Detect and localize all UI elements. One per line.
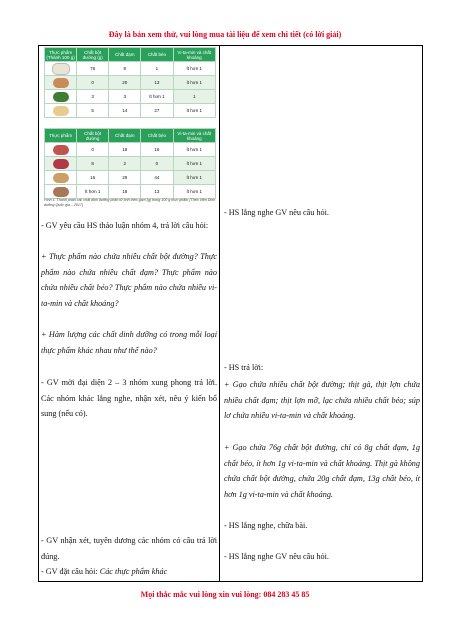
table-cell: 20 <box>109 76 141 90</box>
table-cell: Ít hơn 1 <box>173 185 216 199</box>
hs-answer-label: - HS trả lời: <box>224 363 264 372</box>
food-image-chicken <box>45 76 77 90</box>
preview-banner: Đây là bản xem thử, vui lòng mua tài liệu để xem chi tiết (có lời giải) <box>108 30 342 39</box>
t2-header-1: Chất bột đường <box>77 129 109 143</box>
gv-praise: - GV nhận xét, tuyên dương các nhóm có câu trả lời đúng. <box>41 536 217 561</box>
t1-header-1: Chất bột đường (g) <box>77 48 109 62</box>
t1-header-3: Chất béo <box>141 48 173 62</box>
t1-header-4: Vi-ta-min và chất khoáng <box>173 48 216 62</box>
table-cell: Ít hơn 1 <box>77 185 109 199</box>
table-cell: 0 <box>77 76 109 90</box>
column-divider <box>219 45 220 582</box>
table-cell: 16 <box>141 143 173 157</box>
nutrition-table-2 <box>44 128 216 199</box>
food-image-broccoli <box>45 90 77 104</box>
table-cell: 5 <box>77 104 109 118</box>
table-cell: 13 <box>141 185 173 199</box>
hs-listen-1: - HS lắng nghe GV nêu câu hỏi. <box>224 208 329 217</box>
table-cell: 27 <box>141 104 173 118</box>
table-cell: 8 <box>109 62 141 76</box>
table-cell: 44 <box>141 171 173 185</box>
food-image-meat <box>45 185 77 199</box>
table-cell: 29 <box>109 171 141 185</box>
table-cell: Ít hơn 1 <box>173 171 216 185</box>
table-cell: 1 <box>173 90 216 104</box>
table-cell: Ít hơn 1 <box>173 143 216 157</box>
question-content: + Hàm lượng các chất dinh dưỡng có trong mỗi loại thực phẩm khác nhau như thế nào? <box>41 330 217 355</box>
table-cell: Ít hơn 1 <box>173 62 216 76</box>
table-cell: 1 <box>141 62 173 76</box>
t1-header-2: Chất đạm <box>109 48 141 62</box>
contact-banner: Mọi thắc mắc vui lòng xin vui lòng: 084 283 45 85 <box>140 590 310 599</box>
table-cell: 0 <box>77 143 109 157</box>
food-image-egg <box>45 104 77 118</box>
table-cell: 18 <box>109 185 141 199</box>
hs-listen-2: - HS lắng nghe, chữa bài. <box>224 521 308 530</box>
table-cell: 2 <box>109 157 141 171</box>
table-cell: 16 <box>77 171 109 185</box>
table-cell: Ít hơn 1 <box>173 157 216 171</box>
food-image-peanuts <box>45 171 77 185</box>
gv-question <box>41 564 217 580</box>
food-image-rice <box>45 62 77 76</box>
gv-question-lead: - GV đặt câu hỏi: <box>41 567 100 576</box>
gv-question-text: Các thực phẩm khác <box>99 567 168 576</box>
t1-header-0: Thực phẩm (Thành 100 g) <box>46 49 75 60</box>
t2-header-4: Vi-ta-min và chất khoáng <box>173 129 216 143</box>
hs-answer-1: + Gạo chứa nhiều chất bột đường; thịt gà, thịt lợn chứa nhiều chất đạm; thịt lợn mỡ, lạc chứa nhiều chất béo; súp lơ chứa nhiều vi-ta-min và chất khoáng. <box>224 380 420 420</box>
table-cell: 76 <box>77 62 109 76</box>
table-cell: 8 <box>77 157 109 171</box>
table-cell: 13 <box>141 76 173 90</box>
table-cell: Ít hơn 1 <box>141 90 173 104</box>
gv-invite: - GV mời đại diện 2 – 3 nhóm xung phong trả lời. Các nhóm khác lắng nghe, nhận xét, nêu ý kiến bổ sung (nếu có). <box>41 378 217 418</box>
food-image-fruit <box>45 157 77 171</box>
table-cell: 14 <box>109 104 141 118</box>
gv-instruction: - GV yêu cầu HS thảo luận nhóm 4, trả lời câu hỏi: <box>41 221 209 230</box>
table-cell: 3 <box>77 90 109 104</box>
table-cell: 0 <box>141 157 173 171</box>
figure-caption: Hình 1. Thành phần các chất dinh dưỡng phân tử tính theo gam (g) trong 100 g thực phẩm (Theo Viện Dinh dưỡng Quốc gia – 2017) <box>44 198 216 207</box>
table-cell: 18 <box>109 143 141 157</box>
t2-header-3: Chất béo <box>141 129 173 143</box>
t2-header-2: Chất đạm <box>109 129 141 143</box>
hs-listen-3: - HS lắng nghe GV nêu câu hỏi. <box>224 552 329 561</box>
table-cell: 3 <box>109 90 141 104</box>
t2-header-0: Thực phẩm <box>45 129 77 143</box>
nutrition-table-1 <box>44 47 216 118</box>
food-image-pork <box>45 143 77 157</box>
hs-answer-2: + Gạo chứa 76g chất bột đường, chỉ có 8g chất đạm, 1g chất béo, ít hơn 1g vi-ta-min và chất khoáng. Thịt gà không chứa chất bột đường, chứa 20g chất đạm, 13g chất béo, ít hơn 1g vi-ta-min và chất khoáng. <box>224 443 420 499</box>
question-list: + Thực phẩm nào chứa nhiều chất bột đường? Thực phẩm nào chứa nhiều chất đạm? Thực phẩm nào chứa nhiều chất béo? Thực phẩm nào chứa nhiều vi-ta-min và chất khoáng? <box>41 252 217 308</box>
table-cell: Ít hơn 1 <box>173 76 216 90</box>
table-cell: Ít hơn 1 <box>173 104 216 118</box>
